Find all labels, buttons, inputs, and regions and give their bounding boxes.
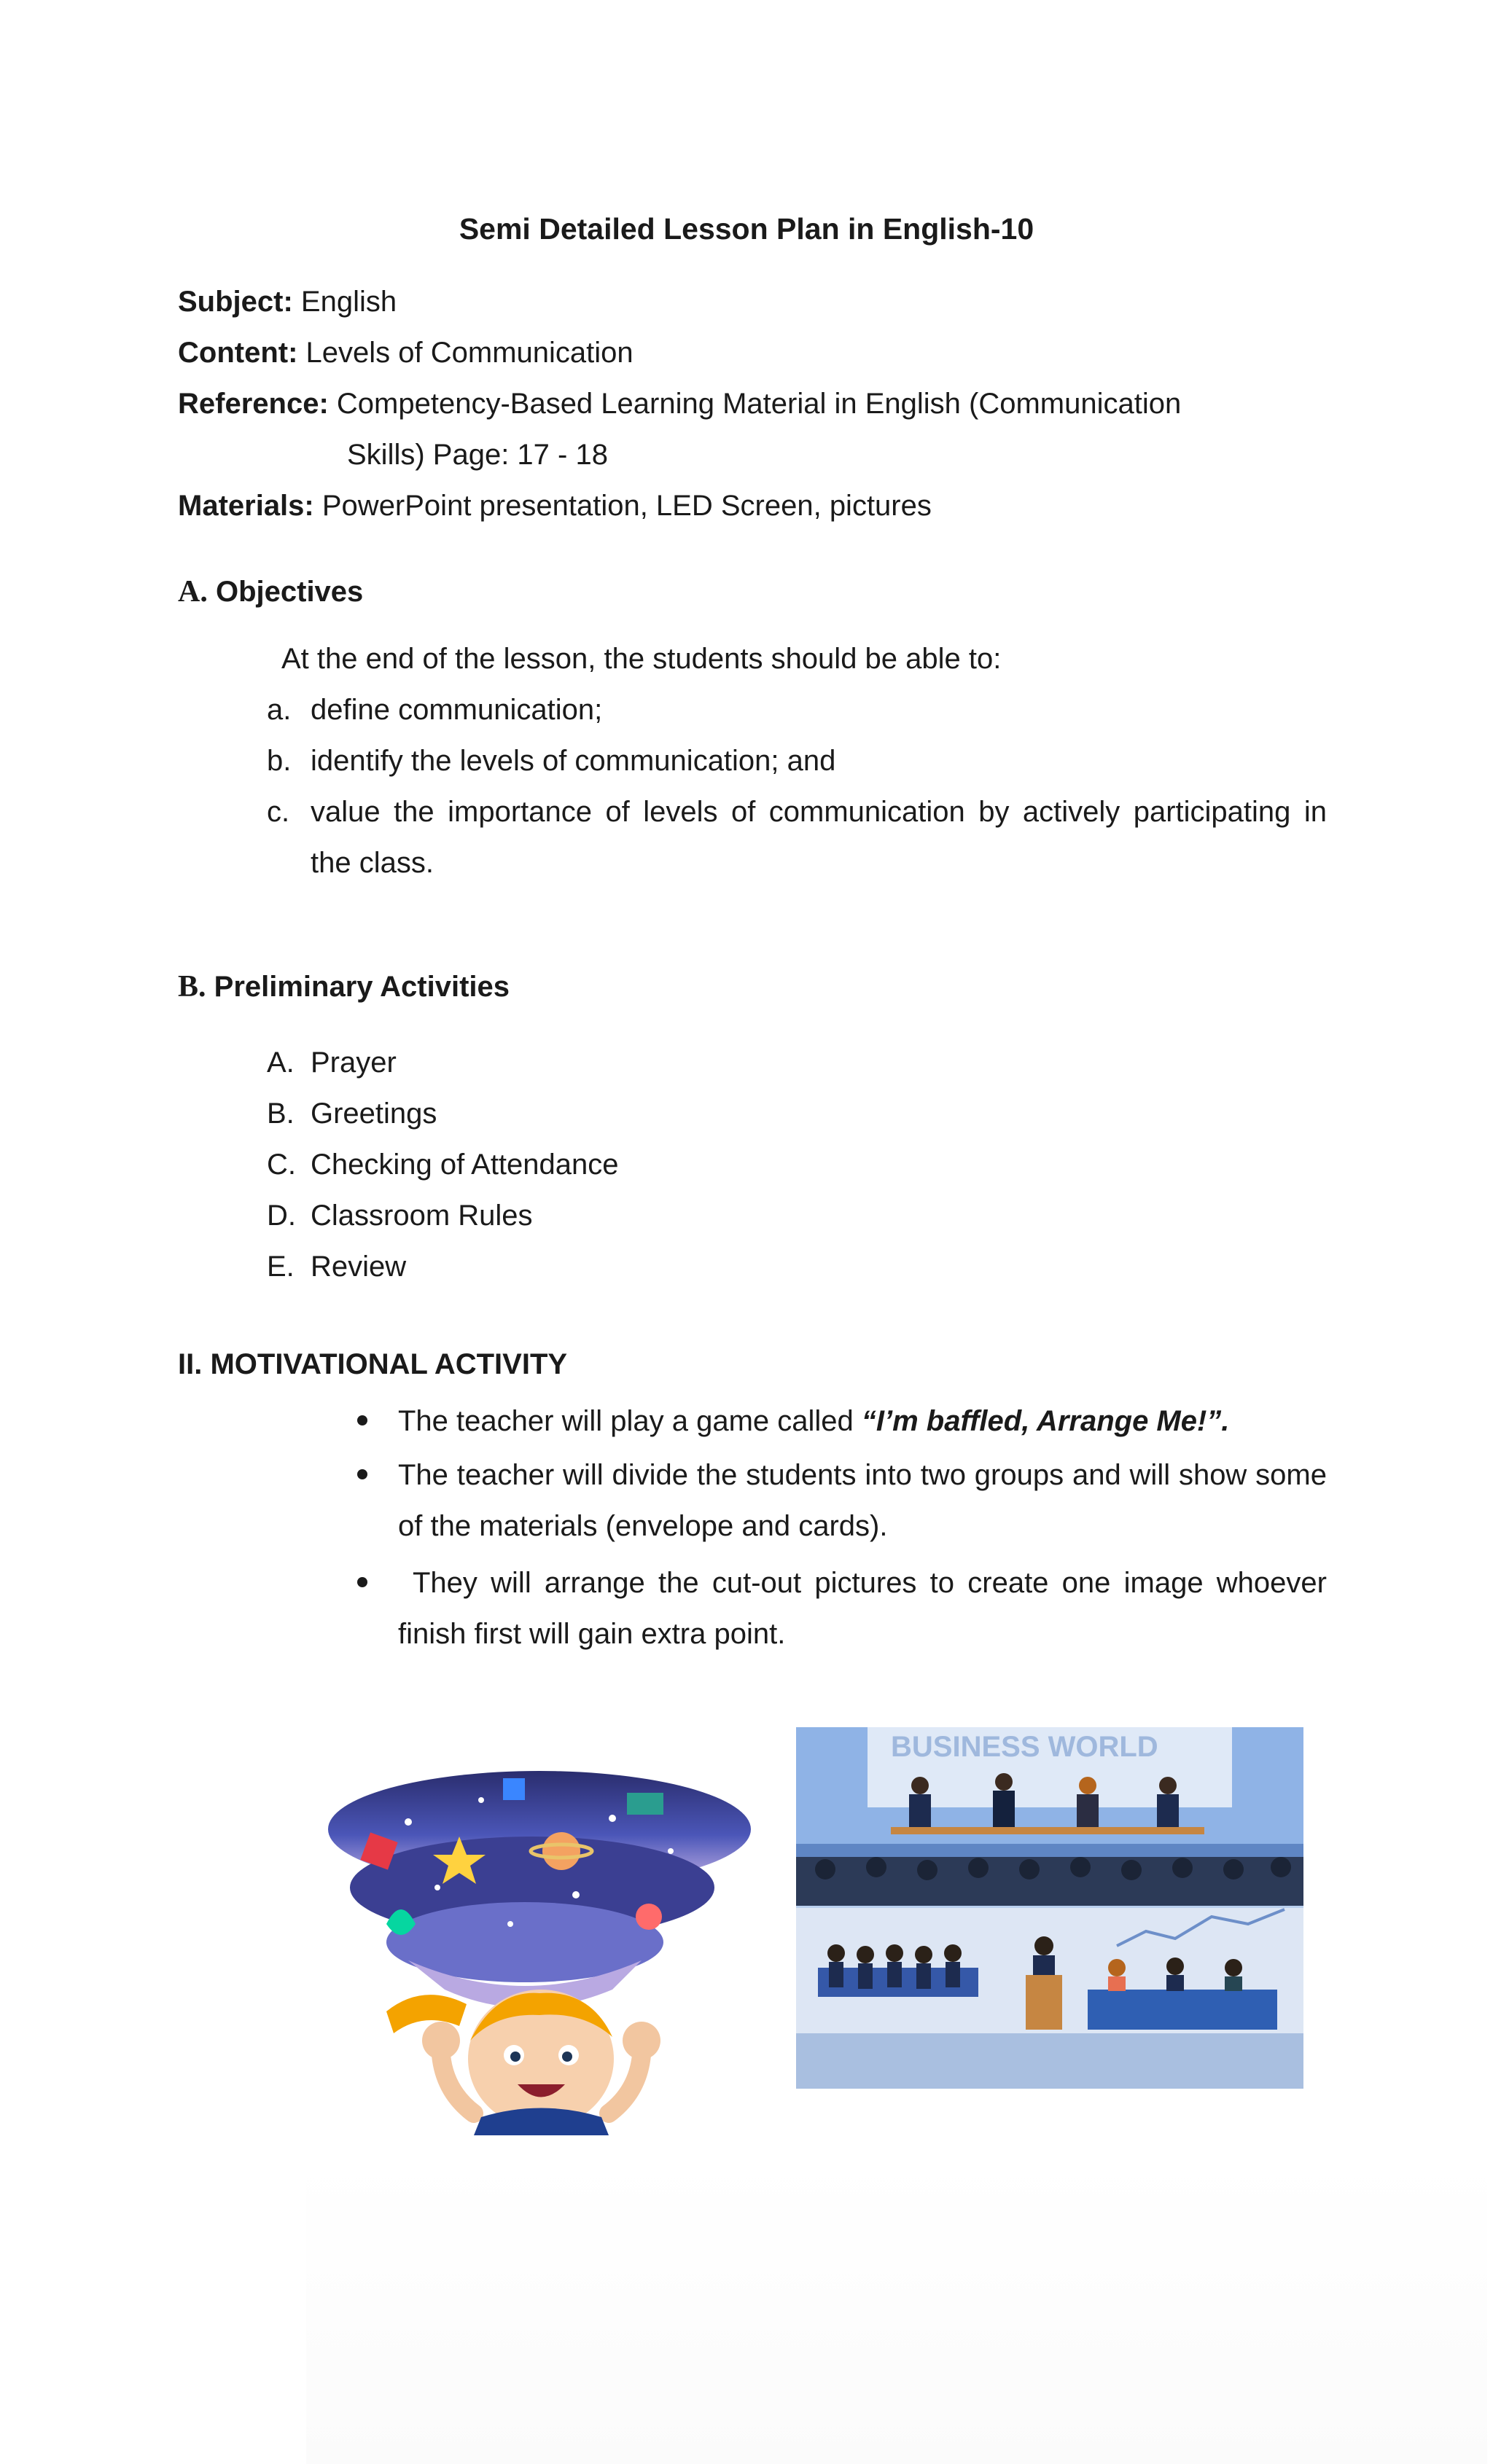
right-pupil	[562, 2052, 572, 2062]
book-icon	[627, 1793, 663, 1815]
motivation-bullet-1	[398, 1404, 1229, 1439]
reference-label: Reference:	[178, 388, 329, 420]
child-imagination-illustration	[321, 1749, 758, 2135]
block-icon	[503, 1778, 525, 1800]
ball-icon	[636, 1904, 662, 1930]
business-world-conference-illustration	[796, 1727, 1303, 2089]
preliminary-b-text: Greetings	[311, 1098, 437, 1130]
subject-value: English	[300, 286, 397, 318]
child-imagination-svg	[321, 1749, 758, 2135]
floor	[796, 2033, 1303, 2089]
motivation-bullet-2: The teacher will divide the students into two groups and will show some	[398, 1459, 1327, 1491]
objective-b-text: identify the levels of communication; and	[311, 745, 836, 777]
materials-line	[178, 488, 932, 523]
motivation-bullet-3-continued: finish first will gain extra point.	[398, 1618, 786, 1650]
objectives-intro: At the end of the lesson, the students should be able to:	[281, 643, 1002, 675]
preliminary-b-marker: B.	[267, 1098, 295, 1130]
bullet-1-prefix: The teacher will play a game called	[398, 1405, 854, 1437]
preliminary-e-marker: E.	[267, 1251, 295, 1283]
subject-label: Subject:	[178, 286, 293, 318]
objective-c-text: value the importance of levels of communication by actively participating in	[311, 796, 1327, 828]
preliminary-a-text: Prayer	[311, 1047, 397, 1079]
preliminary-heading	[178, 969, 510, 1004]
content-label: Content:	[178, 337, 298, 369]
preliminary-d-marker: D.	[267, 1200, 296, 1232]
planet-icon	[542, 1832, 580, 1870]
game-name: “I’m baffled, Arrange Me!”.	[861, 1405, 1230, 1437]
motivation-bullet-2-continued: of the materials (envelope and cards).	[398, 1510, 888, 1542]
audience-icon	[796, 1857, 1303, 1906]
reference-value-continued: Skills) Page: 17 - 18	[347, 439, 608, 471]
preliminary-title: Preliminary Activities	[214, 971, 510, 1003]
reference-value: Competency-Based Learning Material in English (Communication	[336, 388, 1182, 420]
document-title: Semi Detailed Lesson Plan in English-10	[459, 212, 1034, 246]
bullet-icon	[357, 1415, 367, 1425]
preliminary-d-text: Classroom Rules	[311, 1200, 533, 1232]
right-arm	[609, 2055, 642, 2113]
objectives-heading	[178, 574, 363, 609]
stage-edge	[796, 1844, 1303, 1857]
motivation-bullet-3: They will arrange the cut-out pictures to create one image whoever	[413, 1567, 1327, 1599]
motivation-heading: II. MOTIVATIONAL ACTIVITY	[178, 1348, 568, 1380]
banner-text: BUSINESS WORLD	[891, 1731, 1158, 1763]
left-pupil	[510, 2052, 521, 2062]
subject-line	[178, 284, 397, 319]
seated-audience-icon	[818, 1944, 978, 1997]
preliminary-c-marker: C.	[267, 1149, 296, 1181]
content-value: Levels of Communication	[305, 337, 634, 369]
content-line	[178, 335, 634, 370]
preliminary-letter: B.	[178, 970, 206, 1004]
objective-a-marker: a.	[267, 694, 292, 726]
preliminary-c-text: Checking of Attendance	[311, 1149, 619, 1181]
bullet-icon	[357, 1577, 367, 1587]
conference-svg	[796, 1727, 1303, 2089]
objective-a-text: define communication;	[311, 694, 603, 726]
page-bottom-shade	[306, 2157, 1487, 2464]
objectives-title: Objectives	[215, 576, 364, 608]
materials-value: PowerPoint presentation, LED Screen, pictures	[321, 490, 932, 522]
shirt-icon	[474, 2108, 609, 2136]
bullet-icon	[357, 1469, 367, 1479]
preliminary-e-text: Review	[311, 1251, 407, 1283]
objectives-letter: A.	[178, 575, 208, 609]
objective-c-marker: c.	[267, 796, 290, 828]
reference-line	[178, 386, 1181, 421]
objective-c-text-continued: the class.	[311, 847, 434, 879]
preliminary-a-marker: A.	[267, 1047, 295, 1079]
objective-b-marker: b.	[267, 745, 292, 777]
materials-label: Materials:	[178, 490, 314, 522]
